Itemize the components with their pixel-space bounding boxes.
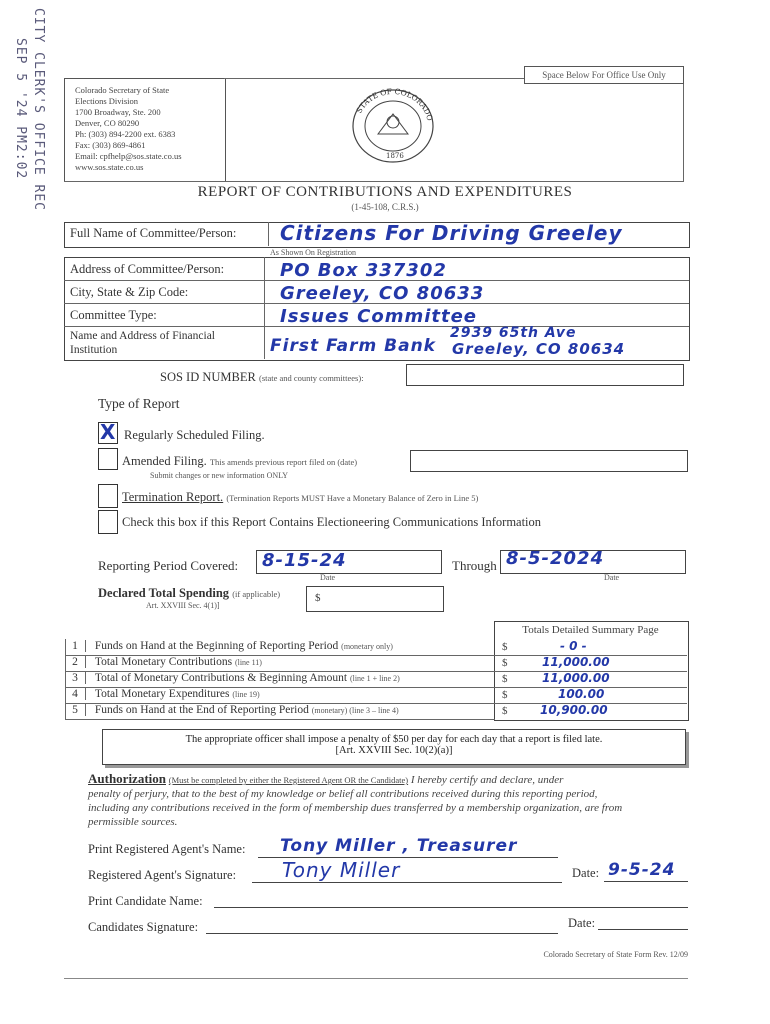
row-note: (line 19) — [232, 690, 260, 699]
amended-subnote: Submit changes or new information ONLY — [150, 471, 289, 480]
summary-value-5[interactable]: 10,900.00 — [540, 703, 608, 717]
authorization-text: permissible sources. — [88, 816, 178, 828]
regular-filing-label: Regularly Scheduled Filing. — [124, 428, 265, 442]
agent-name-label: Print Registered Agent's Name: — [88, 842, 246, 856]
period-to-date-label: Date — [604, 573, 620, 582]
page-subtitle: (1-45-108, C.R.S.) — [351, 202, 419, 212]
row-label: Total Monetary Expenditures — [94, 688, 230, 700]
row-note: (line 11) — [234, 658, 262, 667]
summary-row-2 — [65, 656, 495, 671]
agent-signature-field[interactable]: Tony Miller — [282, 858, 401, 882]
address-line: Ph: (303) 894-2200 ext. 6383 — [75, 129, 176, 139]
address-line: 1700 Broadway, Ste. 200 — [75, 107, 161, 117]
stamp-line-2: SEP 5 '24 PM2:02 — [13, 38, 28, 180]
received-stamp — [8, 8, 52, 212]
termination-label — [122, 490, 478, 505]
row-number: 2 — [65, 656, 86, 668]
sos-id-input[interactable] — [406, 364, 684, 386]
candidate-signature-label: Candidates Signature: — [88, 920, 199, 934]
row-note: (line 1 + line 2) — [349, 674, 400, 683]
authorization-text: including any contributions received in the form of membership dues transferred by a membership organization, are from — [88, 802, 623, 814]
declared-note: (if applicable) — [232, 589, 281, 599]
row-note: (monetary) (line 3 – line 4) — [311, 706, 399, 715]
as-shown-note: As Shown On Registration — [270, 248, 356, 257]
authorization-heading: Authorization — [88, 771, 166, 786]
report-type-heading: Type of Report — [98, 396, 180, 411]
summary-row-1 — [65, 640, 495, 655]
stamp-line-1: CITY CLERK'S OFFICE REC — [31, 8, 46, 212]
summary-row-3 — [65, 672, 495, 687]
address-line: Colorado Secretary of State — [75, 85, 170, 95]
agent-signature-label: Registered Agent's Signature: — [88, 868, 237, 882]
summary-value-3[interactable]: 11,000.00 — [542, 671, 610, 685]
declared-label — [98, 586, 280, 601]
financial-label-2: Institution — [70, 344, 118, 356]
address-field[interactable]: PO Box 337302 — [280, 260, 447, 281]
city-field[interactable]: Greeley, CO 80633 — [280, 283, 485, 304]
form-footer: Colorado Secretary of State Form Rev. 12/09 — [543, 950, 688, 959]
financial-bank-field[interactable]: First Farm Bank — [270, 336, 436, 356]
row-label: Total Monetary Contributions — [94, 656, 233, 668]
declared-title: Declared Total Spending — [98, 586, 230, 600]
svg-text:1876: 1876 — [386, 152, 404, 160]
penalty-notice — [102, 729, 686, 765]
row-number: 3 — [65, 672, 86, 684]
termination-checkbox[interactable] — [98, 484, 118, 508]
svg-text:STATE OF COLORADO: STATE OF COLORADO — [354, 86, 435, 122]
committee-type-label: Committee Type: — [70, 308, 157, 322]
electioneering-checkbox[interactable] — [98, 510, 118, 534]
check-mark: X — [100, 420, 117, 444]
page-title: REPORT OF CONTRIBUTIONS AND EXPENDITURES — [197, 184, 573, 200]
electioneering-label: Check this box if this Report Contains Electioneering Communications Information — [122, 515, 542, 529]
row-label: Total of Monetary Contributions & Beginning Amount — [94, 672, 348, 684]
penalty-line-1: The appropriate officer shall impose a penalty of $50 per day for each day that a report is filed late. — [185, 734, 603, 745]
authorization-text: penalty of perjury, that to the best of my knowledge or belief all contributions received during this reporting period, — [88, 788, 598, 800]
summary-header: Totals Detailed Summary Page — [522, 624, 659, 636]
agent-name-field[interactable]: Tony Miller , Treasurer — [280, 836, 518, 856]
address-line: Denver, CO 80290 — [75, 118, 140, 128]
address-line: www.sos.state.co.us — [75, 162, 144, 172]
amended-title: Amended Filing. — [122, 454, 207, 468]
summary-row-5 — [65, 704, 495, 719]
termination-title: Termination Report. — [122, 490, 224, 504]
declared-dollar: $ — [315, 592, 321, 604]
through-label: Through — [452, 558, 497, 573]
address-line: Email: cpfhelp@sos.state.co.us — [75, 151, 182, 161]
agent-date-label: Date: — [572, 866, 600, 880]
declared-input[interactable] — [306, 586, 444, 612]
office-use-box: Space Below For Office Use Only — [524, 66, 684, 84]
address-line: Elections Division — [75, 96, 139, 106]
amended-filing-label — [122, 454, 357, 469]
financial-label-1: Name and Address of Financial — [70, 330, 215, 342]
authorization-block — [88, 772, 688, 829]
city-label: City, State & Zip Code: — [70, 285, 189, 299]
period-from-date-label: Date — [320, 573, 336, 582]
row-label: Funds on Hand at the Beginning of Reporting Period — [94, 640, 339, 652]
sos-id-label — [160, 370, 364, 385]
candidate-name-label: Print Candidate Name: — [88, 894, 203, 908]
summary-value-1[interactable]: - 0 - — [560, 639, 587, 653]
amended-filing-checkbox[interactable] — [98, 448, 118, 470]
state-seal-icon — [348, 86, 438, 166]
termination-note: (Termination Reports MUST Have a Monetary Balance of Zero in Line 5) — [226, 493, 479, 503]
row-number: 1 — [65, 640, 86, 652]
financial-address-2[interactable]: Greeley, CO 80634 — [452, 340, 626, 358]
summary-row-4 — [65, 688, 495, 703]
period-to-field: 8-5-2024 — [506, 548, 605, 569]
full-name-label: Full Name of Committee/Person: — [70, 226, 237, 240]
committee-type-field[interactable]: Issues Committee — [280, 306, 478, 327]
period-label: Reporting Period Covered: — [98, 558, 239, 573]
authorization-note: (Must be completed by either the Registered Agent OR the Candidate) — [168, 775, 409, 785]
authorization-text: I hereby certify and declare, under — [410, 774, 564, 786]
address-label: Address of Committee/Person: — [70, 262, 225, 276]
row-number: 5 — [65, 704, 86, 716]
declared-article: Art. XXVIII Sec. 4(1)] — [146, 601, 220, 610]
full-name-field[interactable]: Citizens For Driving Greeley — [280, 221, 623, 245]
regular-filing-checkbox[interactable] — [98, 422, 118, 444]
amended-note: This amends previous report filed on (date) — [209, 457, 358, 467]
penalty-line-2: [Art. XXVIII Sec. 10(2)(a)] — [335, 745, 453, 756]
summary-value-2[interactable]: 11,000.00 — [542, 655, 610, 669]
financial-address-1[interactable]: 2939 65th Ave — [450, 325, 577, 341]
row-label: Funds on Hand at the End of Reporting Period — [94, 704, 309, 716]
agency-address-block — [64, 78, 226, 181]
candidate-date-label: Date: — [568, 916, 596, 930]
row-number: 4 — [65, 688, 86, 700]
summary-value-4[interactable]: 100.00 — [558, 687, 605, 701]
amended-date-input[interactable] — [410, 450, 688, 472]
row-note: (monetary only) — [341, 642, 393, 651]
address-line: Fax: (303) 869-4861 — [75, 140, 146, 150]
agent-date-field[interactable]: 9-5-24 — [608, 860, 676, 880]
sos-id-title: SOS ID NUMBER — [160, 370, 256, 384]
period-from-field: 8-15-24 — [262, 550, 347, 571]
sos-id-note: (state and county committees): — [258, 373, 364, 383]
